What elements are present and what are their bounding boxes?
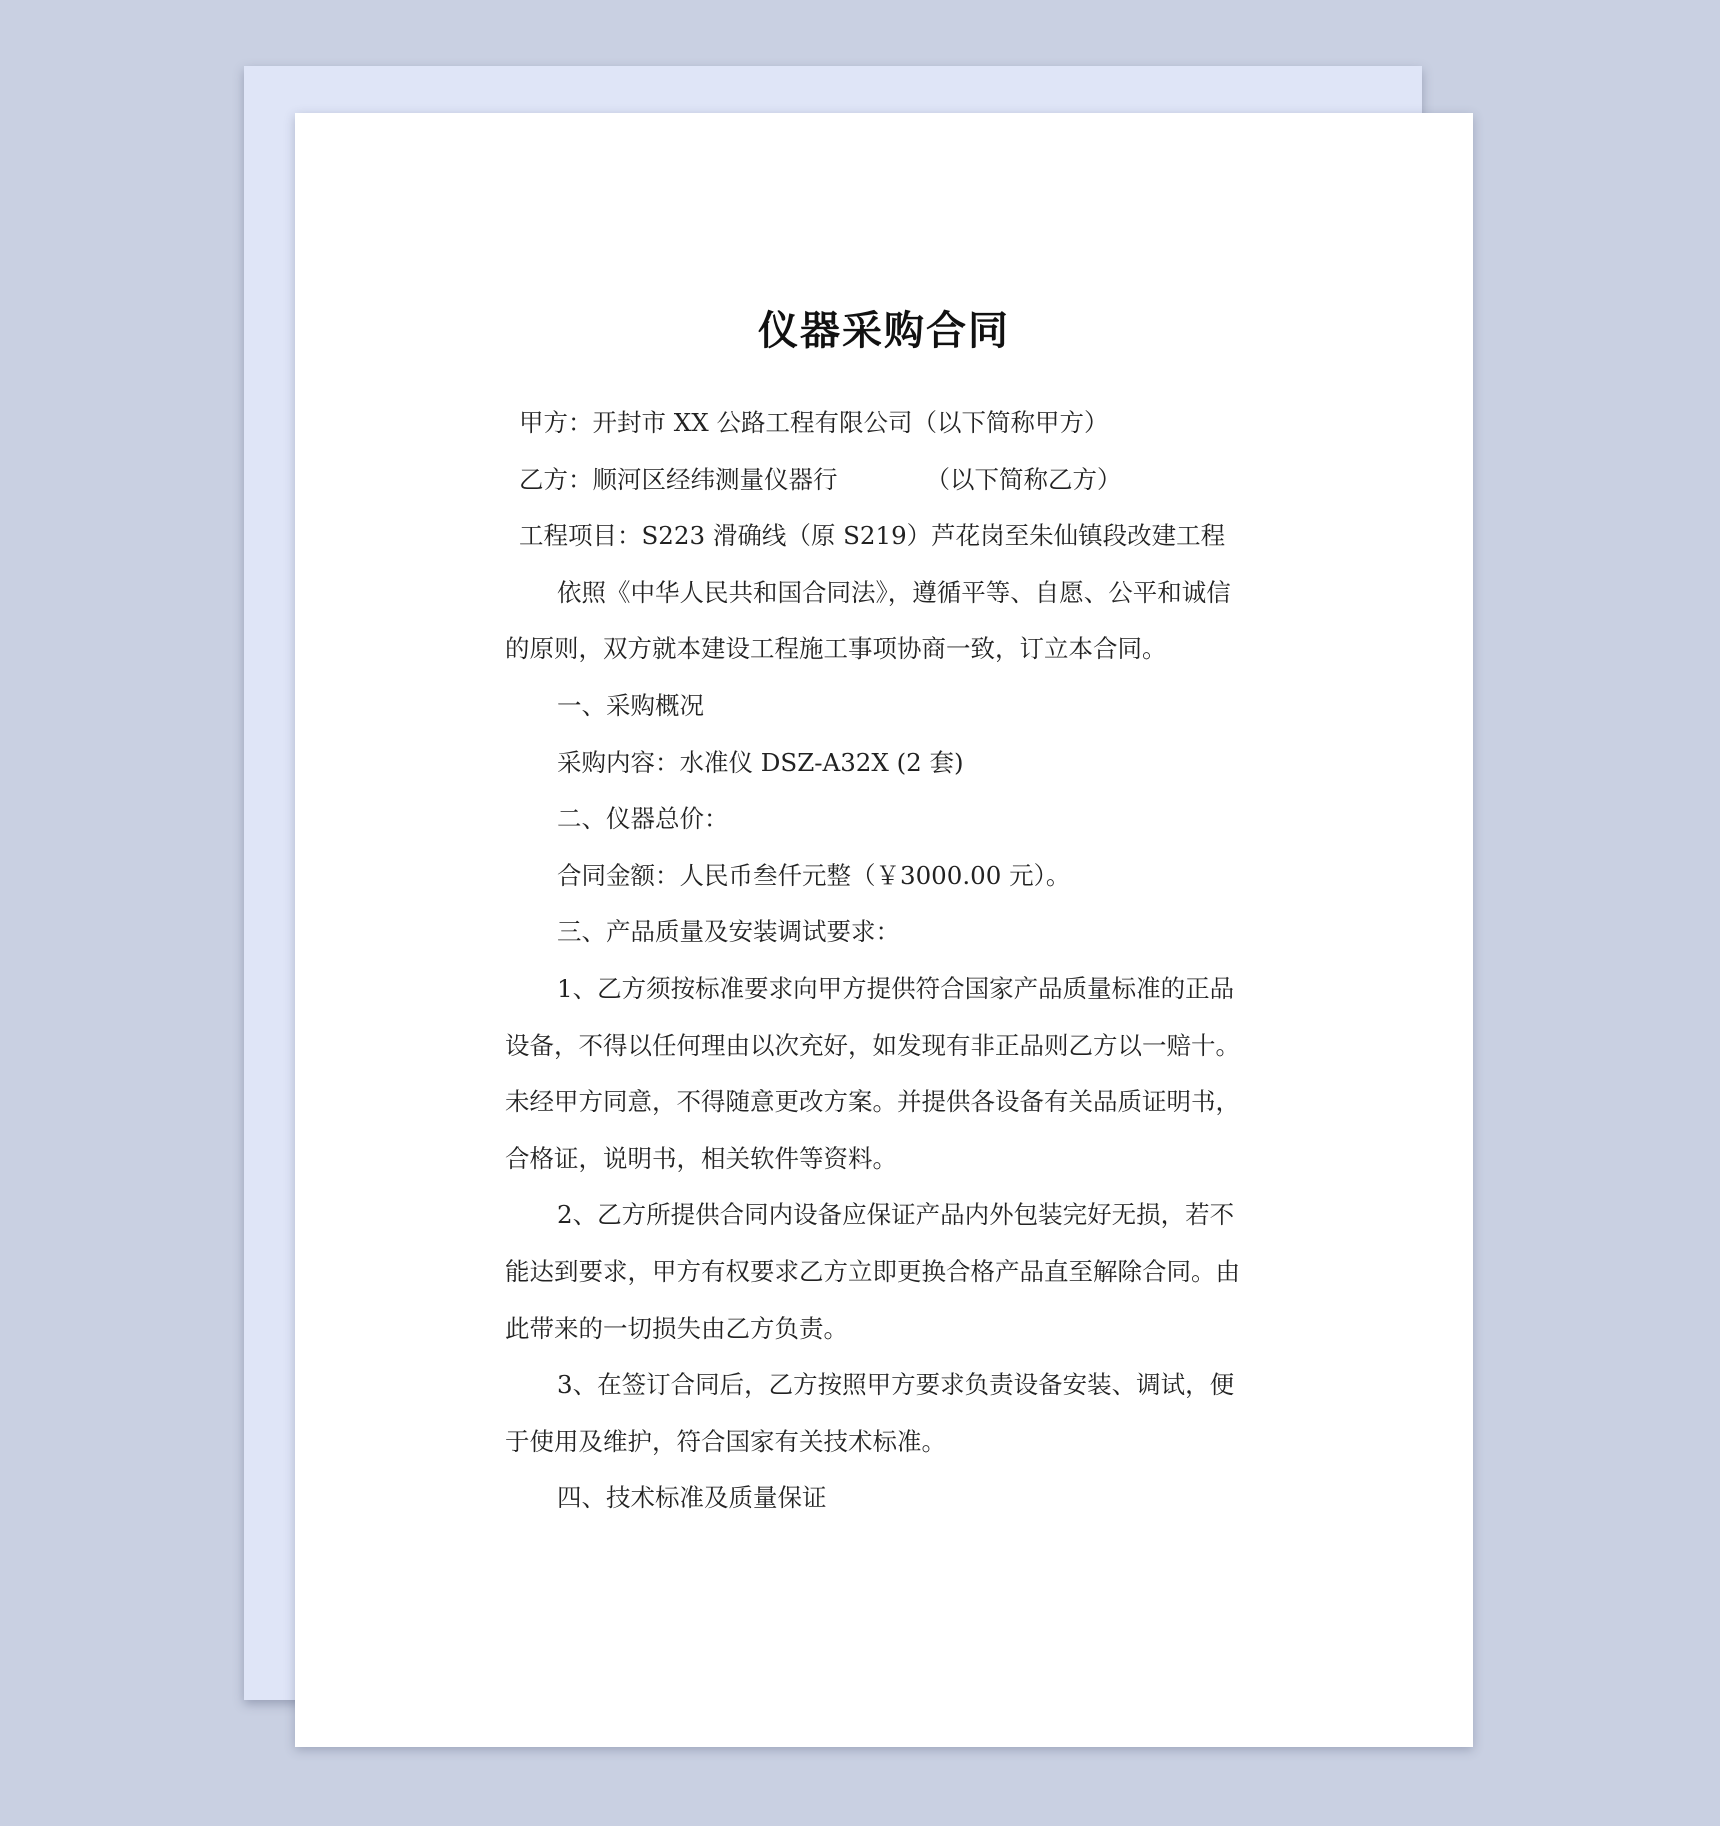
document-page xyxy=(295,113,1473,1747)
party-a-line: 甲方：开封市 XX 公路工程有限公司（以下简称甲方） xyxy=(519,408,1109,437)
preamble-line: 的原则，双方就本建设工程施工事项协商一致，订立本合同。 xyxy=(505,634,1167,664)
clause-3-line: 于使用及维护，符合国家有关技术标准。 xyxy=(505,1426,946,1456)
contract-amount: 合同金额：人民币叁仟元整（￥3000.00 元）。 xyxy=(557,860,1071,890)
party-b-name: 乙方：顺河区经纬测量仪器行 xyxy=(519,464,838,494)
clause-1-line: 1、乙方须按标准要求向甲方提供符合国家产品质量标准的正品 xyxy=(557,973,1235,1003)
document-title: 仪器采购合同 xyxy=(758,308,1010,354)
clause-2-line: 能达到要求，甲方有权要求乙方立即更换合格产品直至解除合同。由 xyxy=(505,1256,1240,1286)
section-heading-1: 一、采购概况 xyxy=(557,690,704,720)
section-heading-4: 四、技术标准及质量保证 xyxy=(557,1483,827,1513)
clause-1-line: 设备，不得以任何理由以次充好，如发现有非正品则乙方以一赔十。 xyxy=(505,1030,1240,1060)
preamble-line: 依照《中华人民共和国合同法》，遵循平等、自愿、公平和诚信 xyxy=(557,577,1231,607)
clause-2-line: 此带来的一切损失由乙方负责。 xyxy=(505,1313,848,1343)
clause-3-line: 3、在签订合同后，乙方按照甲方要求负责设备安装、调试，便 xyxy=(557,1370,1235,1400)
clause-1-line: 未经甲方同意，不得随意更改方案。并提供各设备有关品质证明书， xyxy=(505,1087,1240,1117)
clause-2-line: 2、乙方所提供合同内设备应保证产品内外包装完好无损，若不 xyxy=(557,1200,1235,1230)
document-body xyxy=(505,395,1259,1527)
party-b-suffix: （以下简称乙方） xyxy=(925,464,1122,494)
project-line: 工程项目：S223 滑确线（原 S219）芦花岗至朱仙镇段改建工程 xyxy=(519,521,1226,551)
purchase-content: 采购内容：水准仪 DSZ-A32X (2 套) xyxy=(557,747,964,777)
clause-1-line: 合格证，说明书，相关软件等资料。 xyxy=(505,1143,897,1173)
section-heading-2: 二、仪器总价： xyxy=(557,804,729,834)
section-heading-3: 三、产品质量及安装调试要求： xyxy=(557,917,900,947)
party-b-line xyxy=(505,452,1259,509)
